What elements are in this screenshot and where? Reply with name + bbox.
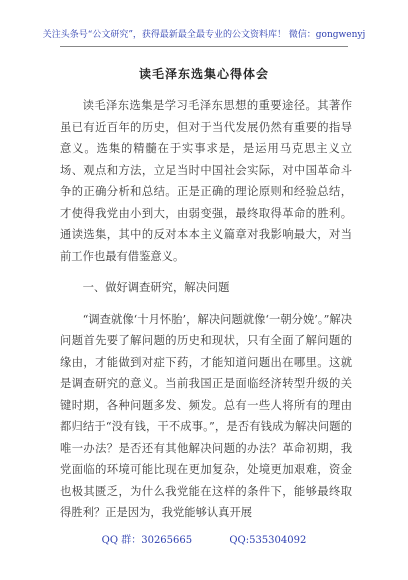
document-body bbox=[60, 95, 352, 524]
section-heading: 一、做好调查研究，解决问题 bbox=[82, 281, 230, 294]
header-divider bbox=[60, 46, 348, 47]
qq-number-label: QQ:535304092 bbox=[229, 535, 307, 546]
qq-group-label: QQ 群：30265665 bbox=[101, 535, 193, 546]
section-paragraph: “调查就像‘十月怀胎’，解决问题就像‘一朝分娩’。”解决问题首先要了解问题的历史和现状，只有全面了解问题的缘由，才能做到对症下药，才能知道问题出在哪里。这就是调查研究的意义。当前我国正是面临经济转型升级的关键时期，各种问题多发、频发。总有一些人将所有的理由都归结于“没有钱，干不成事。”，是否有钱成为解决问题的唯一办法？是否还有其他解决问题的办法？革命初期，我党面临的环境可能比现在更加复杂，处境更加艰难，资金也极其匮乏，为什么我党能在这样的条件下，能够最终取得胜利？正是因为，我党能够认真开展 bbox=[60, 312, 352, 519]
header-note: 关注头条号“公文研究”，获得最新最全最专业的公文资料库！ 微信：gongwenyj bbox=[42, 30, 366, 40]
intro-paragraph: 读毛泽东选集是学习毛泽东思想的重要途径。其著作虽已有近百年的历史，但对于当代发展仍然有重要的指导意义。选集的精髓在于实事求是，是运用马克思主义立场、观点和方法，立足当时中国社会实际，对中国革命斗争的正确分析和总结。正是正确的理论原则和经验总结，才使得我党由小到大，由弱变强，最终取得革命的胜利。通读选集，其中的反对本本主义篇章对我影响最大，对当前工作也最有借鉴意义。 bbox=[60, 99, 352, 263]
footer-contact bbox=[0, 531, 408, 546]
document-title: 读毛泽东选集心得体会 bbox=[138, 67, 269, 81]
